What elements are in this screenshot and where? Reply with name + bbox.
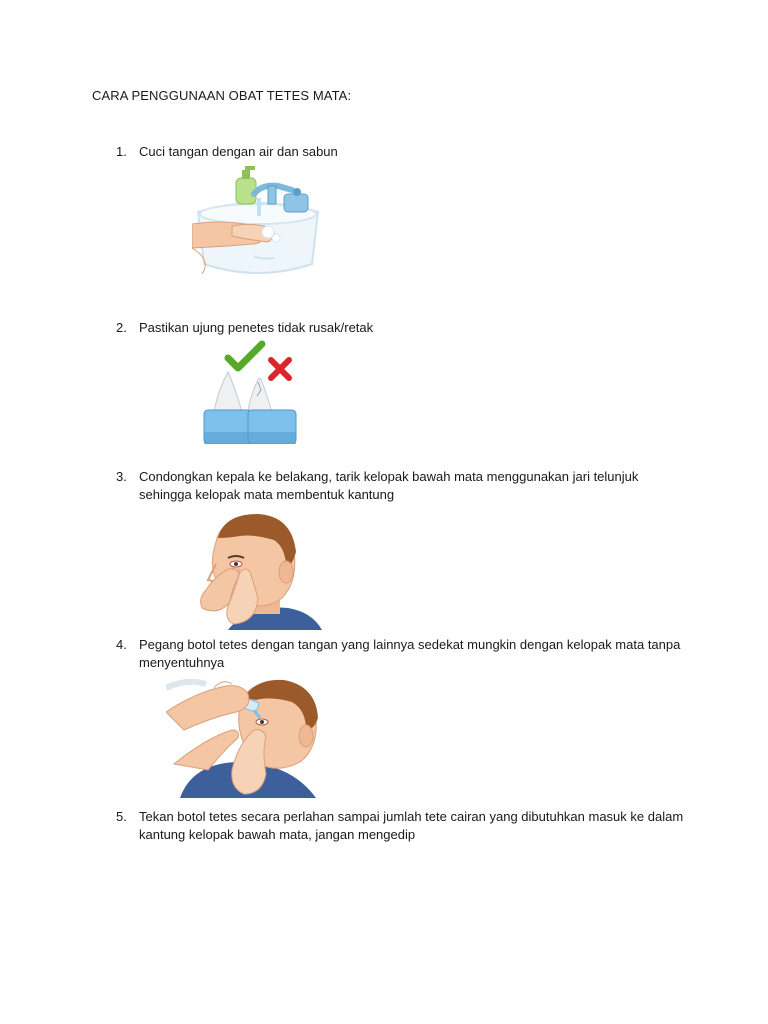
pull-eyelid-illustration bbox=[188, 512, 326, 630]
step-number: 2. bbox=[116, 320, 127, 335]
step-number: 4. bbox=[116, 637, 127, 652]
check-icon bbox=[228, 344, 262, 368]
hold-bottle-illustration bbox=[166, 678, 330, 798]
step-text: Condongkan kepala ke belakang, tarik kelopak bawah mata menggunakan jari telunjuk sehingga kelopak mata membentuk kantung bbox=[139, 469, 639, 502]
step-text: Pegang botol tetes dengan tangan yang lainnya sedekat mungkin dengan kelopak mata tanpa menyentuhnya bbox=[139, 637, 681, 670]
step-text: Pastikan ujung penetes tidak rusak/retak bbox=[139, 320, 374, 335]
step-number: 3. bbox=[116, 469, 127, 484]
hand-washing-illustration bbox=[192, 164, 324, 282]
dropper-tips-illustration bbox=[198, 340, 302, 444]
document-title: CARA PENGGUNAAN OBAT TETES MATA: bbox=[92, 88, 352, 103]
step-text: Cuci tangan dengan air dan sabun bbox=[139, 144, 338, 159]
step-text: Tekan botol tetes secara perlahan sampai jumlah tete cairan yang dibutuhkan masuk ke dalam kantung kelopak bawah mata, jangan mengedip bbox=[139, 809, 684, 842]
cross-icon bbox=[271, 360, 289, 378]
step-number: 5. bbox=[116, 809, 127, 824]
step-number: 1. bbox=[116, 144, 127, 159]
